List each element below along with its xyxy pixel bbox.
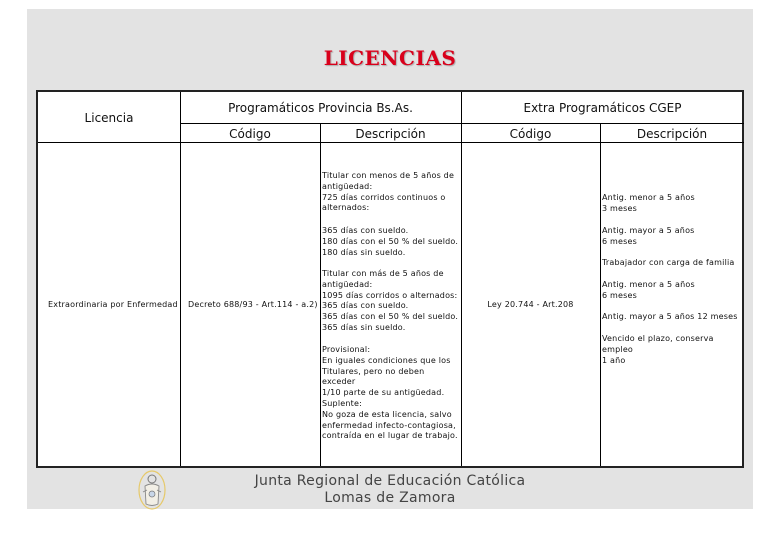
cell-descripcion-prog-3: Titular con más de 5 años de antigüedad: 1095 días corridos o alternados: 365 días con sueldo. 365 días con el 50 % del sueldo. 365 días sin sueldo. bbox=[322, 269, 459, 332]
cell-licencia: Extraordinaria por Enfermedad bbox=[48, 300, 178, 309]
footer-line-2: Lomas de Zamora bbox=[324, 490, 456, 506]
religious-figure-icon bbox=[136, 468, 168, 512]
column-divider bbox=[320, 123, 321, 466]
header-codigo-extra: Código bbox=[509, 127, 552, 141]
cell-descripcion-extra-5: Antig. mayor a 5 años 12 meses bbox=[602, 312, 738, 321]
column-divider bbox=[600, 123, 601, 466]
header-codigo-prog: Código bbox=[229, 127, 271, 141]
header-programaticos: Programáticos Provincia Bs.As. bbox=[228, 101, 413, 115]
cell-descripcion-prog-4: Provisional: En iguales condiciones que los Titulares, pero no deben exceder 1/10 parte de su antigüedad. bbox=[322, 345, 451, 398]
cell-codigo-extra: Ley 20.744 - Art.208 bbox=[487, 300, 574, 309]
header-descripcion-prog: Descripción bbox=[355, 127, 426, 141]
cell-descripcion-extra-1: Antig. menor a 5 años 3 meses bbox=[602, 193, 695, 213]
cell-codigo-prog: Decreto 688/93 - Art.114 - a.2) bbox=[188, 300, 318, 309]
cell-descripcion-extra-2: Antig. mayor a 5 años 6 meses bbox=[602, 226, 695, 246]
cell-descripcion-prog-1: Titular con menos de 5 años de antigüedad: 725 días corridos continuos o alternados: bbox=[322, 171, 455, 213]
column-divider bbox=[180, 92, 181, 466]
header-descripcion-extra: Descripción bbox=[636, 127, 708, 141]
column-divider bbox=[461, 92, 462, 466]
footer bbox=[240, 473, 540, 507]
footer-line-1: Junta Regional de Educación Católica bbox=[254, 473, 526, 489]
licencias-table bbox=[36, 90, 744, 468]
page-title: LICENCIAS bbox=[323, 46, 457, 70]
cell-descripcion-prog-5: Suplente: No goza de esta licencia, salvo enfermedad infecto-contagiosa, contraída en el lugar de trabajo. bbox=[322, 399, 458, 441]
header-divider bbox=[38, 142, 744, 143]
cell-descripcion-extra-4: Antig. menor a 5 años 6 meses bbox=[602, 280, 695, 300]
header-divider bbox=[180, 123, 744, 124]
cell-descripcion-extra-3: Trabajador con carga de familia bbox=[602, 258, 735, 267]
cell-descripcion-extra-6: Vencido el plazo, conserva empleo 1 año bbox=[602, 334, 714, 365]
cell-descripcion-prog-2: 365 días con sueldo. 180 días con el 50 % del sueldo. 180 días sin sueldo. bbox=[322, 226, 459, 257]
header-extra-programaticos: Extra Programáticos CGEP bbox=[523, 101, 682, 115]
header-licencia: Licencia bbox=[84, 111, 134, 125]
